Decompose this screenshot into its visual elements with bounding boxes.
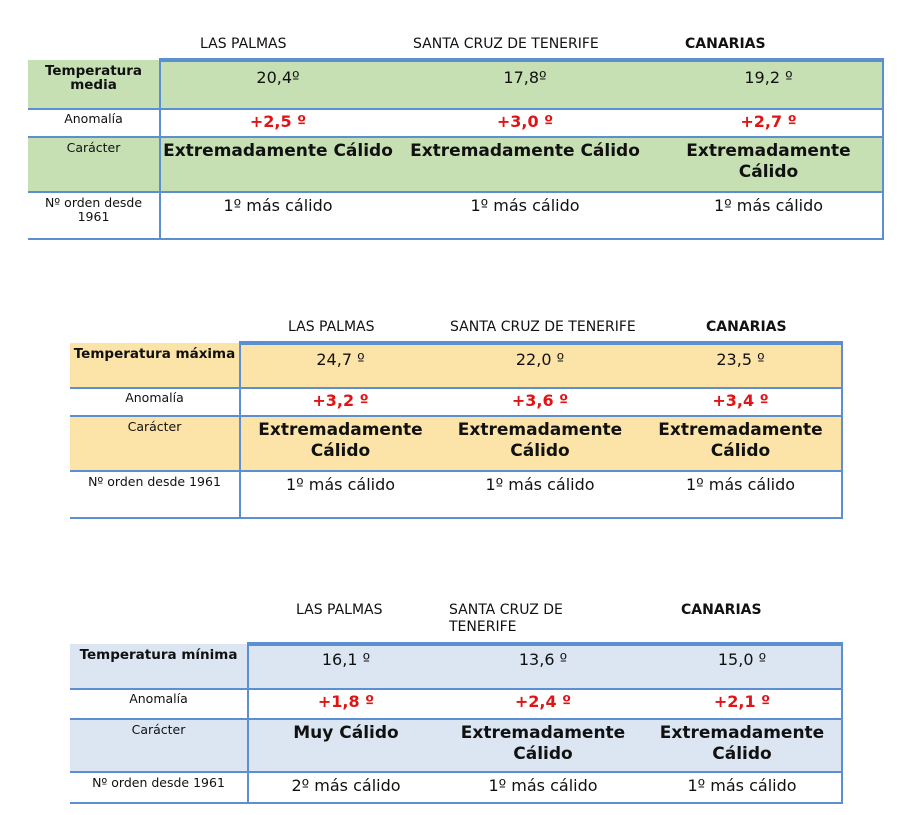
- cell-value: 20,4º: [160, 60, 395, 109]
- table-row: [70, 719, 842, 772]
- header-blank: [70, 596, 248, 644]
- table-row: [70, 343, 842, 388]
- table-row: [70, 471, 842, 518]
- cell-value: 17,8º: [395, 60, 655, 109]
- cell-value: 22,0 º: [440, 343, 640, 388]
- anomaly-value: +2,1 º: [643, 689, 842, 719]
- table-row: [70, 689, 842, 719]
- anomaly-value: +2,4 º: [443, 689, 643, 719]
- row-label: Anomalía: [70, 388, 240, 416]
- character-value: Extremadamente Cálido: [240, 416, 440, 471]
- row-label: Carácter: [70, 416, 240, 471]
- anomaly-value: +3,6 º: [440, 388, 640, 416]
- row-label: Carácter: [70, 719, 248, 772]
- anomaly-value: +3,0 º: [395, 109, 655, 137]
- character-value: Extremadamente Cálido: [443, 719, 643, 772]
- rank-value: 1º más cálido: [655, 192, 883, 239]
- row-label: Temperatura máxima: [70, 343, 240, 388]
- header-canarias: CANARIAS: [706, 319, 787, 335]
- table-row: [28, 192, 883, 239]
- cell-value: 19,2 º: [655, 60, 883, 109]
- row-label: Temperatura media: [28, 60, 160, 109]
- table-row: [28, 109, 883, 137]
- table-row: [70, 644, 842, 689]
- character-value: Extremadamente Cálido: [395, 137, 655, 192]
- header-blank: [70, 313, 240, 343]
- row-label: Nº orden desde 1961: [70, 471, 240, 518]
- table-row: [70, 416, 842, 471]
- cell-value: 24,7 º: [240, 343, 440, 388]
- rank-value: 1º más cálido: [443, 772, 643, 803]
- cell-value: 16,1 º: [248, 644, 443, 689]
- rank-value: 2º más cálido: [248, 772, 443, 803]
- character-value: Extremadamente Cálido: [655, 137, 883, 192]
- row-label: Nº orden desde 1961: [70, 772, 248, 803]
- rank-value: 1º más cálido: [643, 772, 842, 803]
- anomaly-value: +2,7 º: [655, 109, 883, 137]
- cell-value: 13,6 º: [443, 644, 643, 689]
- table-temperatura-maxima: [70, 313, 843, 519]
- header-las-palmas: LAS PALMAS: [288, 319, 375, 335]
- row-label: Anomalía: [28, 109, 160, 137]
- character-value: Extremadamente Cálido: [640, 416, 842, 471]
- table-row: [28, 60, 883, 109]
- table-temperatura-minima: [70, 596, 843, 804]
- rank-value: 1º más cálido: [440, 471, 640, 518]
- table-row: [70, 388, 842, 416]
- rank-value: 1º más cálido: [640, 471, 842, 518]
- character-value: Extremadamente Cálido: [643, 719, 842, 772]
- header-santa-cruz: SANTA CRUZ DE TENERIFE: [450, 319, 636, 335]
- cell-value: 23,5 º: [640, 343, 842, 388]
- header-blank: [28, 30, 160, 60]
- rank-value: 1º más cálido: [160, 192, 395, 239]
- cell-value: 15,0 º: [643, 644, 842, 689]
- rank-value: 1º más cálido: [240, 471, 440, 518]
- row-label: Nº orden desde 1961: [28, 192, 160, 239]
- character-value: Extremadamente Cálido: [440, 416, 640, 471]
- header-santa-cruz: SANTA CRUZ DE TENERIFE: [413, 36, 599, 52]
- character-value: Extremadamente Cálido: [160, 137, 395, 192]
- header-las-palmas: LAS PALMAS: [296, 602, 383, 618]
- row-label: Temperatura mínima: [70, 644, 248, 689]
- anomaly-value: +3,4 º: [640, 388, 842, 416]
- anomaly-value: +1,8 º: [248, 689, 443, 719]
- anomaly-value: +3,2 º: [240, 388, 440, 416]
- row-label: Anomalía: [70, 689, 248, 719]
- anomaly-value: +2,5 º: [160, 109, 395, 137]
- table-row: [70, 772, 842, 803]
- header-canarias: CANARIAS: [685, 36, 766, 52]
- rank-value: 1º más cálido: [395, 192, 655, 239]
- character-value: Muy Cálido: [248, 719, 443, 772]
- header-santa-cruz: SANTA CRUZ DE TENERIFE: [449, 602, 563, 635]
- row-label: Carácter: [28, 137, 160, 192]
- header-las-palmas: LAS PALMAS: [200, 36, 287, 52]
- table-row: [28, 137, 883, 192]
- table-temperatura-media: [28, 30, 884, 240]
- header-canarias: CANARIAS: [681, 602, 762, 618]
